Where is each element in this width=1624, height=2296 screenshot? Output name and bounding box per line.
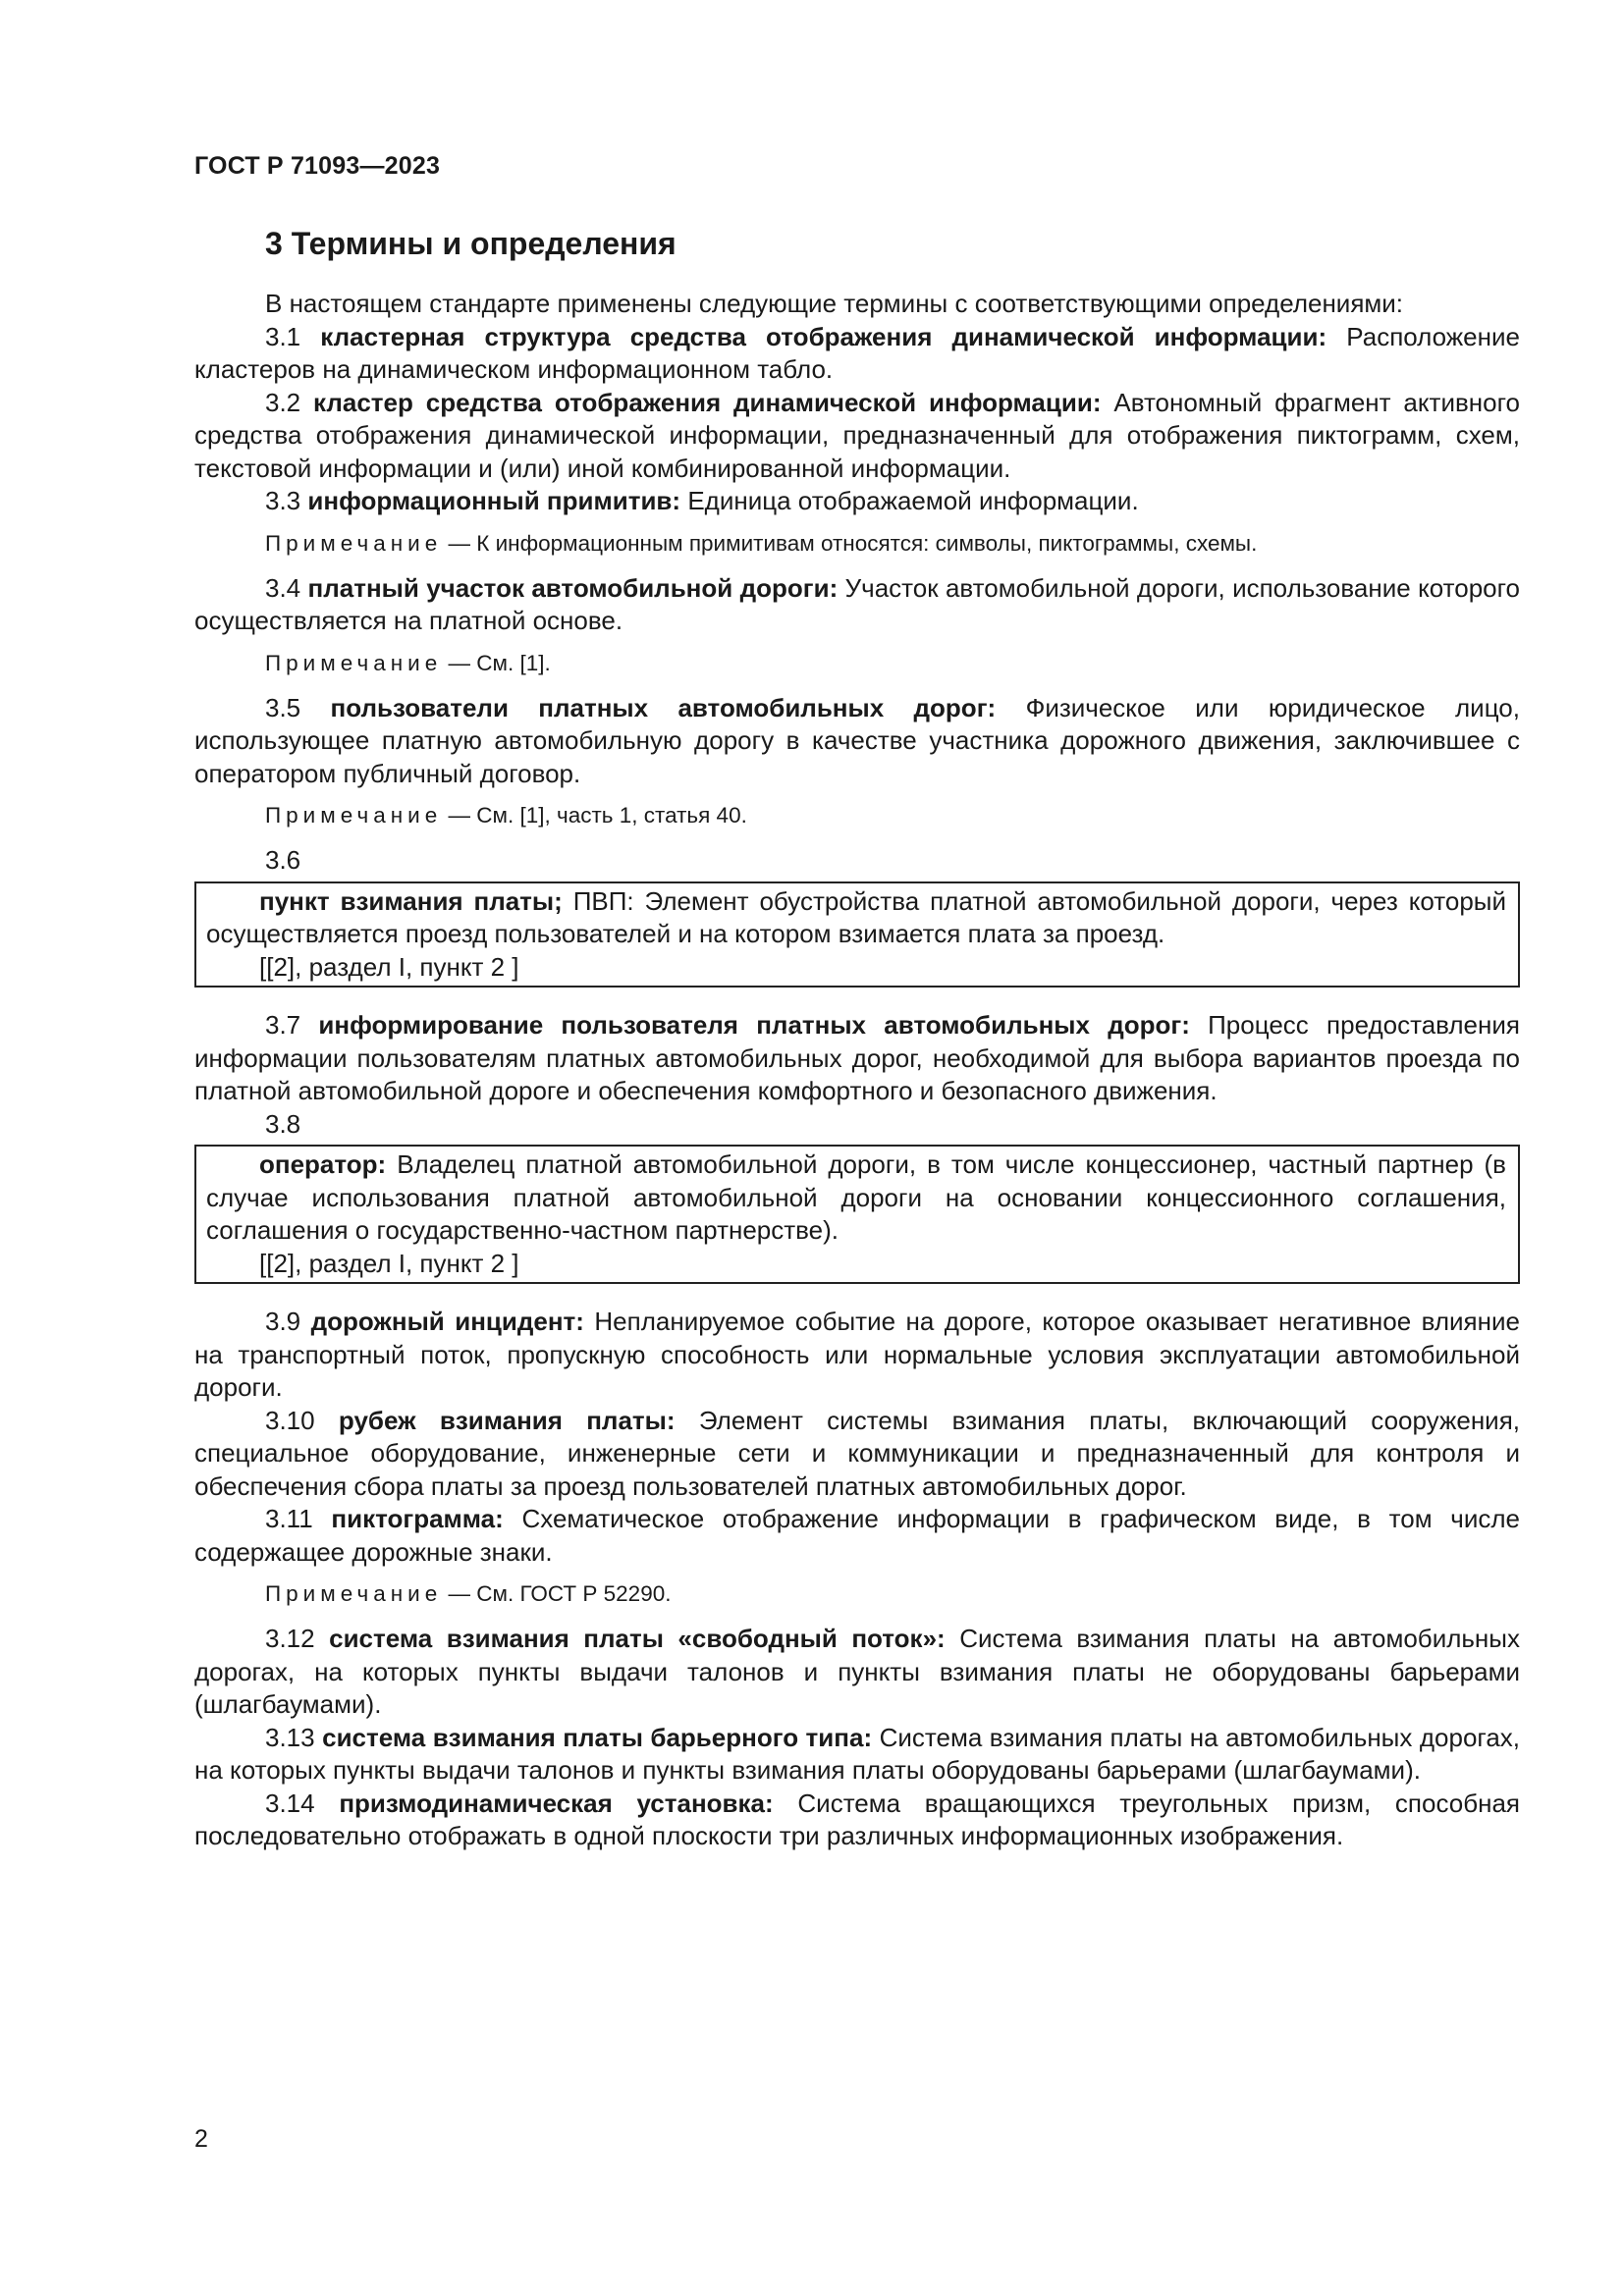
term-3-8: оператор: Владелец платной автомобильной дороги, в том числе концессионер, частный партнер (в случае использования платной автомобильной дороги на основании концессионного соглашения, соглашения о государственно-частном партнерстве). (206, 1149, 1506, 1245)
term-3-11: 3.11 пиктограмма: Схематическое отображение информации в графическом виде, в том числе содержащее дорожные знаки. (194, 1504, 1520, 1567)
term-3-6-number: 3.6 (265, 845, 301, 875)
term-3-13: 3.13 система взимания платы барьерного типа: Система взимания платы на автомобильных дорогах, на которых пункты выдачи талонов и пункты взимания платы оборудованы барьерами (шлагбаумами). (194, 1722, 1521, 1785)
term-3-5: 3.5 пользователи платных автомобильных дорог: Физическое или юридическое лицо, использующее платную автомобильную дорогу в качестве участника дорожного движения, заключившее с оператором публичный договор. (194, 692, 1520, 788)
document-header: ГОСТ Р 71093—2023 (194, 152, 441, 180)
term-3-12: 3.12 система взимания платы «свободный поток»: Система взимания платы на автомобильных дорогах, на которых пункты выдачи талонов и пункты взимания платы не оборудованы барьерами (шлагбаумами). (194, 1624, 1520, 1719)
term-3-4: 3.4 платный участок автомобильной дороги: Участок автомобильной дороги, использование которого осуществляется на платной основе. (194, 572, 1520, 635)
term-3-6: пункт взимания платы; ПВП: Элемент обустройства платной автомобильной дороги, через который осуществляется проезд пользователей и на котором взимается плата за проезд. (206, 885, 1507, 948)
note-3-11: Примечание — См. ГОСТ Р 52290. (265, 1581, 672, 1606)
term-3-10: 3.10 рубеж взимания платы: Элемент системы взимания платы, включающий сооружения, специальное оборудование, инженерные сети и коммуникации и предназначенный для контроля и обеспечения сбора платы за проезд пользователей платных автомобильных дорог. (194, 1405, 1520, 1501)
note-3-4: Примечание — См. [1]. (265, 650, 551, 675)
term-3-8-reference: [[2], раздел I, пункт 2 ] (259, 1248, 519, 1278)
term-3-6-box (194, 881, 1520, 988)
term-3-6-reference: [[2], раздел I, пункт 2 ] (259, 951, 519, 982)
page-number: 2 (194, 2125, 208, 2153)
term-3-1: 3.1 кластерная структура средства отображения динамической информации: Расположение кластеров на динамическом информационном табло. (194, 321, 1520, 384)
term-3-7: 3.7 информирование пользователя платных автомобильных дорог: Процесс предоставления информации пользователям платных автомобильных дорог, необходимой для выбора вариантов проезда по платной автомобильной дороге и обеспечения комфортного и безопасного движения. (194, 1010, 1520, 1105)
section-title: 3 Термины и определения (265, 226, 677, 261)
term-3-3: 3.3 информационный примитив: Единица отображаемой информации. (265, 486, 1139, 515)
intro-paragraph: В настоящем стандарте применены следующие термины с соответствующими определениями: (265, 289, 1404, 318)
note-3-3: Примечание — К информационным примитивам относятся: символы, пиктограммы, схемы. (265, 530, 1258, 556)
terms-content (194, 288, 1520, 1853)
term-3-8-box (194, 1145, 1520, 1284)
term-3-14: 3.14 призмодинамическая установка: Система вращающихся треугольных призм, способная последовательно отображать в одной плоскости три различных информационных изображения. (194, 1788, 1520, 1850)
term-3-2: 3.2 кластер средства отображения динамической информации: Автономный фрагмент активного средства отображения динамической информации, предназначенный для отображения пиктограмм, схем, текстовой информации и (или) иной комбинированной информации. (194, 387, 1520, 483)
note-3-5: Примечание — См. [1], часть 1, статья 40. (265, 803, 747, 828)
term-3-9: 3.9 дорожный инцидент: Непланируемое событие на дороге, которое оказывает негативное влияние на транспортный поток, пропускную способность или нормальные условия эксплуатации автомобильной дороги. (194, 1307, 1520, 1402)
term-3-8-number: 3.8 (265, 1108, 301, 1139)
